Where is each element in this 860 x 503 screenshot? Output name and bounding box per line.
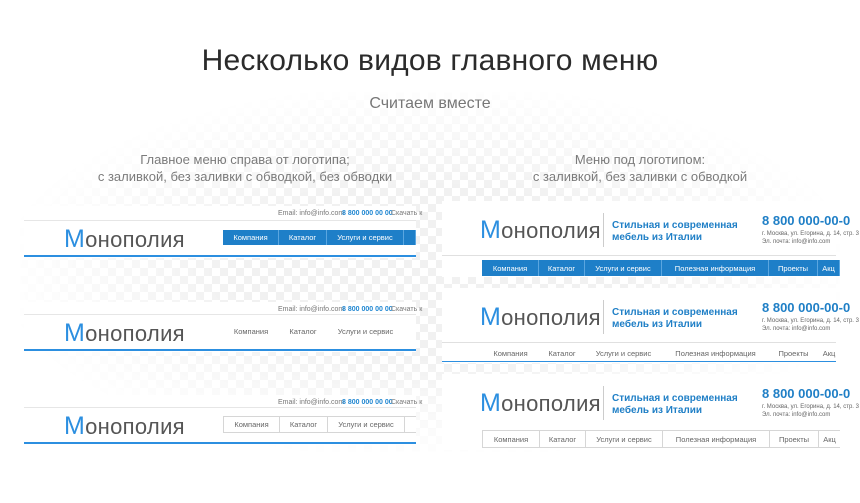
menu-item-projects[interactable]: Проекты — [769, 260, 818, 276]
phone-text[interactable]: 8 800 000 00 00 — [342, 399, 393, 406]
menu-item-info[interactable]: Полезная информация — [662, 430, 769, 448]
main-menu — [223, 230, 416, 245]
header-variant-filled — [24, 206, 423, 258]
menu-item-projects[interactable]: Проекты — [769, 430, 818, 448]
accent-line — [24, 255, 416, 257]
main-menu — [482, 430, 840, 448]
download-link[interactable]: Скачать к — [391, 210, 423, 217]
menu-item-catalog[interactable]: Каталог — [539, 430, 585, 448]
menu-item-more[interactable] — [404, 324, 416, 339]
menu-item-info[interactable]: Полезная информация — [662, 260, 769, 276]
header-variant-under-plain — [442, 288, 859, 363]
address-block: г. Москва, ул. Егорина, д. 14, стр. 3 Эл. почта: info@info.com — [762, 318, 859, 332]
logo[interactable]: Монополия — [64, 319, 185, 347]
accent-line — [24, 442, 416, 444]
top-contact-bar — [24, 302, 423, 318]
main-menu — [223, 324, 416, 339]
logo-separator — [603, 213, 604, 247]
slogan: Стильная и современная мебель из Италии — [612, 393, 738, 416]
menu-item-catalog[interactable]: Каталог — [289, 327, 317, 336]
page-subtitle: Считаем вместе — [369, 95, 491, 112]
email-text[interactable]: Email: info@info.com — [278, 306, 345, 313]
caption-right-line2: с заливкой, без заливки с обводкой — [532, 169, 748, 184]
menu-item-info[interactable]: Полезная информация — [675, 348, 756, 358]
accent-line — [442, 361, 836, 362]
caption-right — [455, 151, 825, 185]
menu-item-services[interactable]: Услуги и сервис — [585, 260, 662, 276]
logo[interactable]: Монополия — [480, 303, 601, 331]
menu-item-services[interactable]: Услуги и сервис — [337, 327, 394, 336]
slogan: Стильная и современная мебель из Италии — [612, 220, 738, 243]
menu-item-services[interactable]: Услуги и сервис — [327, 230, 404, 245]
phone-text[interactable]: 8 800 000-00-0 — [762, 386, 851, 401]
menu-item-services[interactable]: Услуги и сервис — [585, 430, 662, 448]
menu-item-company[interactable]: Компания — [223, 416, 279, 433]
divider — [24, 220, 416, 221]
menu-item-promo[interactable]: Акц — [818, 260, 840, 276]
menu-item-company[interactable]: Компания — [493, 348, 528, 358]
slogan: Стильная и современная мебель из Италии — [612, 307, 738, 330]
logo[interactable]: Монополия — [480, 389, 601, 417]
logo[interactable]: Монополия — [64, 225, 185, 253]
caption-left — [60, 151, 430, 185]
menu-item-catalog[interactable]: Каталог — [548, 348, 576, 358]
download-link[interactable]: Скачать к — [391, 399, 423, 406]
caption-left-line2: с заливкой, без заливки с обводкой, без обводки — [97, 169, 393, 184]
menu-item-services[interactable]: Услуги и сервис — [327, 416, 404, 433]
header-variant-under-outlined — [442, 374, 859, 450]
menu-item-promo[interactable]: Акц — [822, 348, 836, 358]
email-text[interactable]: Email: info@info.com — [278, 210, 345, 217]
main-menu — [482, 345, 840, 361]
menu-item-company[interactable]: Компания — [223, 230, 279, 245]
menu-item-catalog[interactable]: Каталог — [279, 416, 327, 433]
menu-item-more[interactable] — [404, 230, 416, 245]
caption-left-line1: Главное меню справа от логотипа; — [140, 152, 350, 167]
address-block: г. Москва, ул. Егорина, д. 14, стр. 3 Эл. почта: info@info.com — [762, 404, 859, 418]
phone-text[interactable]: 8 800 000-00-0 — [762, 300, 851, 315]
menu-item-promo[interactable]: Акц — [818, 430, 840, 448]
header-variant-plain — [24, 302, 423, 352]
accent-line — [24, 349, 416, 351]
logo-separator — [603, 300, 604, 334]
email-text[interactable]: Email: info@info.com — [278, 399, 345, 406]
header-variant-outlined — [24, 395, 423, 445]
menu-item-catalog[interactable]: Каталог — [279, 230, 327, 245]
menu-item-more[interactable] — [404, 416, 416, 433]
main-menu — [223, 416, 416, 433]
download-link[interactable]: Скачать к — [391, 306, 423, 313]
menu-item-projects[interactable]: Проекты — [778, 348, 809, 358]
phone-text[interactable]: 8 800 000-00-0 — [762, 213, 851, 228]
divider — [24, 314, 416, 315]
divider — [442, 255, 836, 256]
menu-item-services[interactable]: Услуги и сервис — [595, 348, 652, 358]
divider — [24, 407, 416, 408]
menu-item-company[interactable]: Компания — [233, 327, 269, 336]
menu-item-company[interactable]: Компания — [482, 430, 539, 448]
caption-right-line1: Меню под логотипом: — [574, 152, 706, 167]
menu-item-company[interactable]: Компания — [482, 260, 539, 276]
logo[interactable]: Монополия — [480, 216, 601, 244]
logo-separator — [603, 386, 604, 420]
menu-item-catalog[interactable]: Каталог — [539, 260, 585, 276]
divider — [442, 342, 836, 343]
header-variant-under-filled — [442, 201, 859, 277]
phone-text[interactable]: 8 800 000 00 00 — [342, 210, 393, 217]
address-block: г. Москва, ул. Егорина, д. 14, стр. 3 Эл. почта: info@info.com — [762, 231, 859, 245]
main-menu — [482, 260, 840, 276]
logo[interactable]: Монополия — [64, 412, 185, 440]
page-title: Несколько видов главного меню — [201, 44, 659, 77]
phone-text[interactable]: 8 800 000 00 00 — [342, 306, 393, 313]
top-contact-bar — [24, 395, 423, 411]
